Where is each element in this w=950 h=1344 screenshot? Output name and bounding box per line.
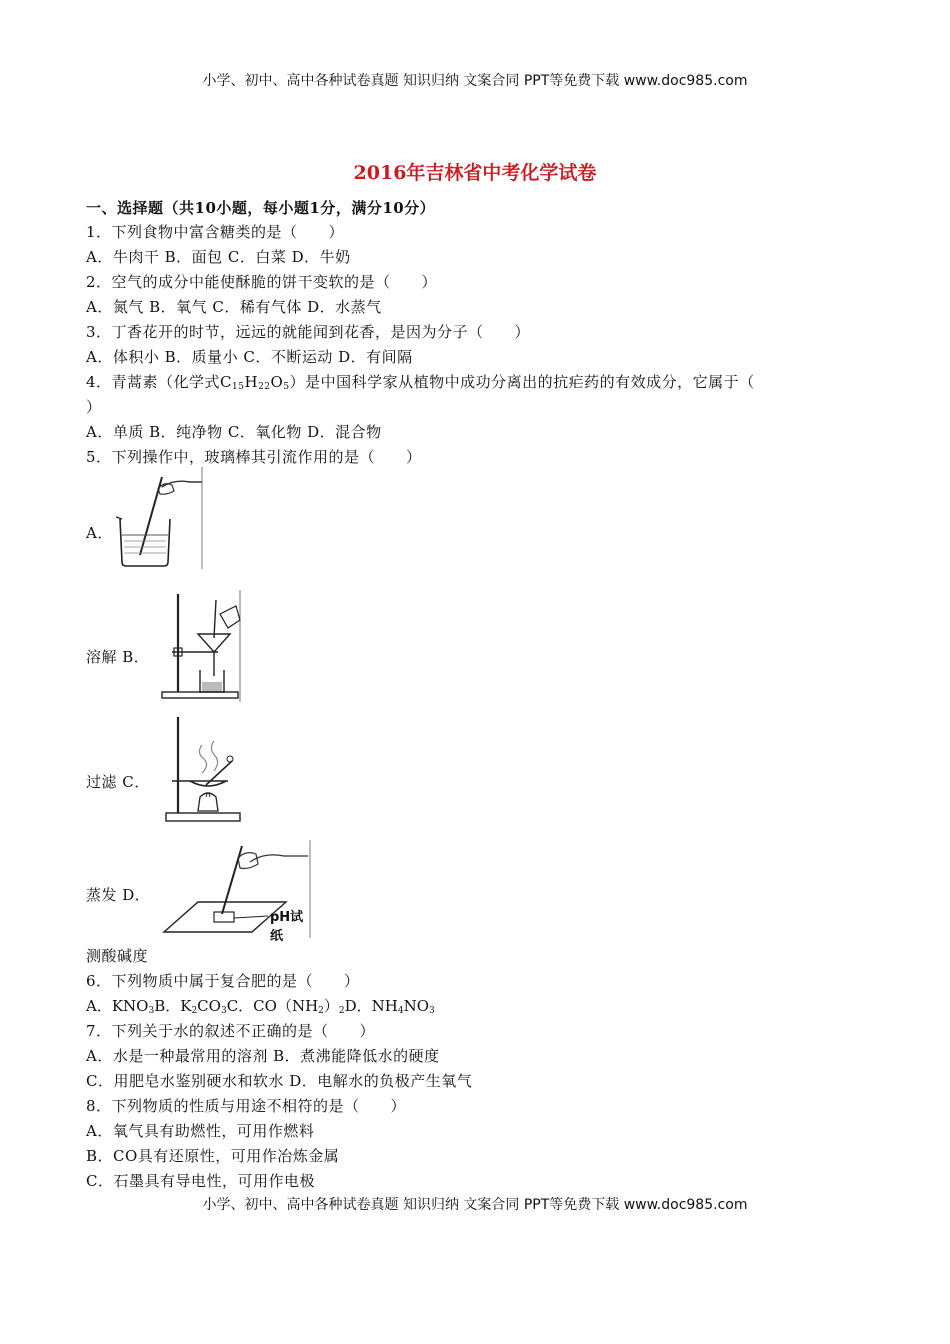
artemisinin-formula: $C_{15}H_{22}O_5$ xyxy=(220,373,290,392)
q5-stem: 5．下列操作中，玻璃棒其引流作用的是（ ） xyxy=(86,448,422,466)
q2-options: A．氮气 B．氧气 C．稀有气体 D．水蒸气 xyxy=(86,298,382,316)
page-header: 小学、初中、高中各种试卷真题 知识归纳 文案合同 PPT等免费下载 www.doc985.com xyxy=(202,73,748,89)
q8-option-c: C．石墨具有导电性，可用作电极 xyxy=(86,1172,315,1190)
q6-stem: 6．下列物质中属于复合肥的是（ ） xyxy=(86,972,360,990)
q7-stem: 7．下列关于水的叙述不正确的是（ ） xyxy=(86,1022,376,1040)
q5-tail: 测酸碱度 xyxy=(86,947,149,965)
q1-stem: 1．下列食物中富含糖类的是（ ） xyxy=(86,223,345,241)
q6-options: A．$KNO_3B$．$K_2CO_3C$．$CO(NH_2)_2D$．$NH_4NO_3$ xyxy=(86,997,435,1016)
q5-option-c-label: 过滤 C． xyxy=(86,773,150,791)
q5-option-b-label: 溶解 B． xyxy=(86,648,150,666)
q8-option-b: B．CO具有还原性，可用作冶炼金属 xyxy=(86,1147,340,1165)
q7-options-ab: A．水是一种最常用的溶剂 B．煮沸能降低水的硬度 xyxy=(86,1047,440,1065)
q1-options: A．牛肉干 B．面包 C．白菜 D．牛奶 xyxy=(86,248,351,266)
ph-paper-label: pH试纸 xyxy=(270,910,304,944)
q3-stem: 3．丁香花开的时节，远远的就能闻到花香，是因为分子（ ） xyxy=(86,323,531,341)
q2-stem: 2．空气的成分中能使酥脆的饼干变软的是（ ） xyxy=(86,273,438,291)
filtration-figure xyxy=(158,590,242,702)
page-footer: 小学、初中、高中各种试卷真题 知识归纳 文案合同 PPT等免费下载 www.doc985.com xyxy=(202,1197,748,1213)
q5-option-a-label: A． xyxy=(86,524,113,542)
evaporation-figure xyxy=(162,715,244,827)
q5-option-d-label: 蒸发 D． xyxy=(86,886,151,904)
q4-options: A．单质 B．纯净物 C．氧化物 D．混合物 xyxy=(86,423,382,441)
ph-test-figure xyxy=(160,840,314,944)
page-title: 2016年吉林省中考化学试卷 xyxy=(353,162,597,184)
q8-stem: 8．下列物质的性质与用途不相符的是（ ） xyxy=(86,1097,407,1115)
section-heading: 一、选择题（共10小题，每小题1分，满分10分） xyxy=(86,199,436,217)
q8-option-a: A．氧气具有助燃性，可用作燃料 xyxy=(86,1122,315,1140)
q7-options-cd: C．用肥皂水鉴别硬水和软水 D．电解水的负极产生氧气 xyxy=(86,1072,473,1090)
q3-options: A．体积小 B．质量小 C．不断运动 D．有间隔 xyxy=(86,348,413,366)
dissolving-figure xyxy=(112,467,204,569)
q4-stem-end: ） xyxy=(86,398,102,416)
q4-stem: 4．青蒿素（化学式$C_{15}H_{22}O_5$）是中国科学家从植物中成功分离出的抗疟药的有效成分，它属于（ xyxy=(86,373,755,392)
